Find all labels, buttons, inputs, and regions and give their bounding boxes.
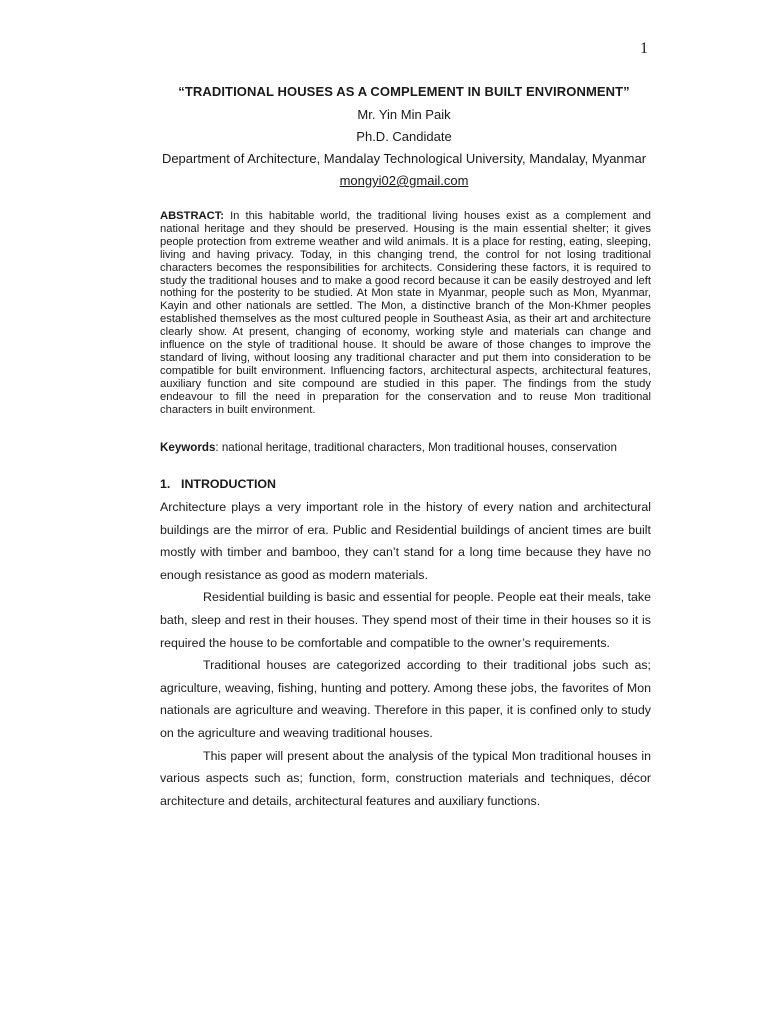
abstract-text: In this habitable world, the traditional living houses exist as a complement and national heritage and they should be preserved. Housing is the main essential shelter; it gives people protection from extreme weather and wild animals. It is a place for resting, eating, sleeping, living and having privacy. Today, in this changing trend, the control for not losing traditional characters becomes the responsibilities for architects. Considering these factors, it is required to study the traditional houses and to make a good record because it can be easily destroyed and left nothing for the posterity to be studied. At Mon state in Myanmar, people such as Mon, Myanmar, Kayin and other nationals are settled. The Mon, a distinctive branch of the Mon-Khmer peoples established themselves as the most cultured people in Southeast Asia, as their art and architecture clearly show. At present, changing of economy, working style and materials can change and influence on the style of traditional house. It should be aware of those changes to improve the standard of living, without loosing any traditional character and put them into consideration to be compatible for built environment. Influencing factors, architectural aspects, architectural features, auxiliary function and site compound are studied in this paper. The findings from the study endeavour to fill the need in preparation for the conservation and to reuse Mon traditional characters in built environment.: [160, 210, 651, 416]
abstract: [160, 210, 651, 417]
abstract-label: ABSTRACT:: [160, 210, 225, 222]
paragraph: This paper will present about the analysis of the typical Mon traditional houses in various aspects such as; function, form, construction materials and techniques, décor architecture and details, architectural features and auxiliary functions.: [160, 748, 651, 808]
paragraph: Traditional houses are categorized according to their traditional jobs such as; agriculture, weaving, fishing, hunting and pottery. Among these jobs, the favorites of Mon nationals are agriculture and weaving. Therefore in this paper, it is confined only to study on the agriculture and weaving traditional houses.: [160, 658, 651, 740]
author-name: Mr. Yin Min Paik: [357, 107, 451, 122]
introduction-body: [160, 496, 651, 812]
author-affiliation: Department of Architecture, Mandalay Technological University, Mandalay, Myanmar: [161, 151, 647, 166]
paper-title: “TRADITIONAL HOUSES AS A COMPLEMENT IN BUILT ENVIRONMENT”: [178, 84, 630, 99]
section-heading-introduction: [160, 477, 276, 492]
page-number: 1: [640, 40, 648, 57]
section-title: INTRODUCTION: [181, 477, 276, 491]
paragraph: Architecture plays a very important role in the history of every nation and architectural buildings are the mirror of era. Public and Residential buildings of ancient times are built mostly with timber and bamboo, they can’t stand for a long time because they have no enough resistance as good as modern materials.: [160, 500, 651, 582]
author-degree: Ph.D. Candidate: [356, 129, 452, 144]
keywords-label: Keywords: [160, 441, 216, 454]
paragraph: Residential building is basic and essential for people. People eat their meals, take bath, sleep and rest in their houses. They spend most of their time in their houses so it is required the house to be comfortable and compatible to the owner’s requirements.: [160, 590, 651, 650]
author-email-link[interactable]: mongyi02@gmail.com: [339, 173, 469, 188]
paper-header: [158, 84, 650, 195]
keywords-text: : national heritage, traditional characters, Mon traditional houses, conservation: [215, 441, 617, 454]
section-number: 1.: [160, 477, 171, 491]
keywords: [160, 441, 651, 455]
